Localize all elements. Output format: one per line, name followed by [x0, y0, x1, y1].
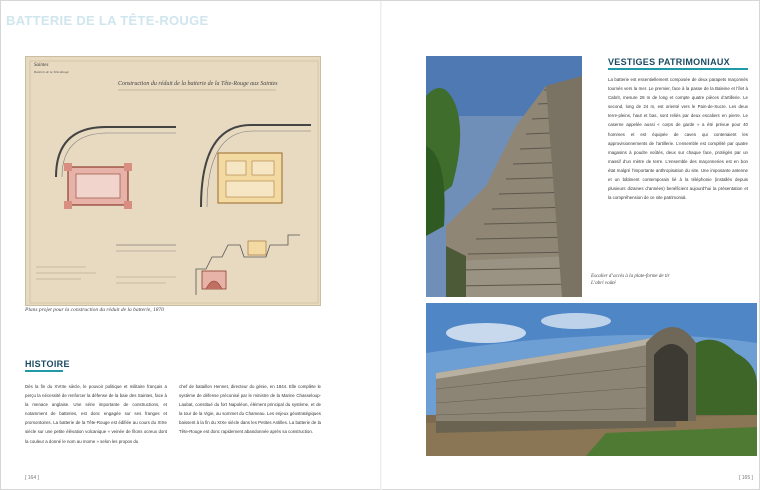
histoire-heading — [25, 359, 70, 369]
plan-heading: Construction du réduit de la batterie de la Tête-Rouge aux Saintes — [118, 81, 278, 87]
book-gutter — [380, 1, 382, 490]
plan-corner-subtitle: Batterie de la Tête-Rouge — [34, 70, 69, 74]
plan-drawing — [26, 57, 321, 306]
photo-captions — [591, 273, 670, 287]
page-number-right: [ 165 ] — [739, 475, 753, 481]
vestiges-text: La batterie est essentiellement composée de deux parapets maçonnés tournés vers la mer. Le premier, face à la passe de la Baleine et l’îlet à Cabrit, mesure 28 m de long et compte quatre pièces d’artillerie. Le second, long de 24 m, est orienté vers le Pain-de-Sucre. Les deux terre-pleins, haut et bas, sont reliés par deux escaliers en pierre. Le caserne appelée aussi « corps de garde » a été prévue pour 40 hommes et est équipée de caves qui contenaient les approvisionnements de l’artillerie. L’ensemble est complété par quatre magasins à poudre voûtés, deux sur chaque face, protégés par un massif d’un mètre de terre. L’ensemble des maçonneries est en bon état malgré l’importante anthropisation du site. Une imposante antenne et un bâtiment contemporain lié à la téléphonie (installés depuis plusieurs dizaines d’années) benéficient aujourd’hui la présentation et la compréhension de ce site patrimonial. — [608, 77, 748, 201]
histoire-column-2: chef de bataillon Hennet, directeur du génie, en 1844. Elle complète le système de défense préconisé par le ministre de la Marine Chasseloup-Laubat, constitué du fort Napoléon, élément principal du système, et de la tour de la Vigie, au sommet du Chameau. Les enjeux géostratégiques baissent à la fin du XIXe siècle dans les Petites Antilles. La batterie de la Tête-Rouge est donc rapidement abandonnée après sa construction. — [179, 384, 321, 435]
plan-caption: Plans projet pour la construction du réduit de la batterie, 1870 — [25, 307, 164, 313]
vaulted-shelter-photo — [426, 303, 757, 456]
vestiges-heading-underline — [608, 68, 748, 70]
page-number-left: [ 164 ] — [25, 475, 39, 481]
stairs-photo — [426, 56, 582, 297]
shelter-photo-drawing — [426, 303, 757, 456]
histoire-heading-underline — [25, 370, 63, 372]
stairs-photo-caption: Escalier d’accès à la plate-forme de tir — [591, 274, 670, 279]
histoire-column-1: Dès la fin du XVIIIe siècle, le pouvoir politique et militaire français a perçu la nécessité de renforcer la défense de la baie des Saintes, face à la menace anglaise. Une série importante de constructions, et notamment de batteries, est donc engagée sur ses franges et promontoires. La batterie de la Tête-Rouge est édifiée au cours du XIXe siècle sur une petite élévation volcanique « veinée de filons ocreux dont la couleur a donné le nom au morne » selon les propos du — [25, 384, 167, 444]
page-title: BATTERIE DE LA TÊTE-ROUGE — [6, 13, 209, 28]
historical-plan-image — [25, 56, 321, 306]
vestiges-heading — [608, 57, 730, 67]
shelter-photo-caption: L’abri voûté — [591, 281, 616, 286]
histoire-heading-text: HISTOIRE — [25, 359, 70, 369]
plan-corner-title: Saintes — [34, 63, 49, 68]
stairs-photo-drawing — [426, 56, 582, 297]
vestiges-heading-text: VESTIGES PATRIMONIAUX — [608, 57, 730, 67]
